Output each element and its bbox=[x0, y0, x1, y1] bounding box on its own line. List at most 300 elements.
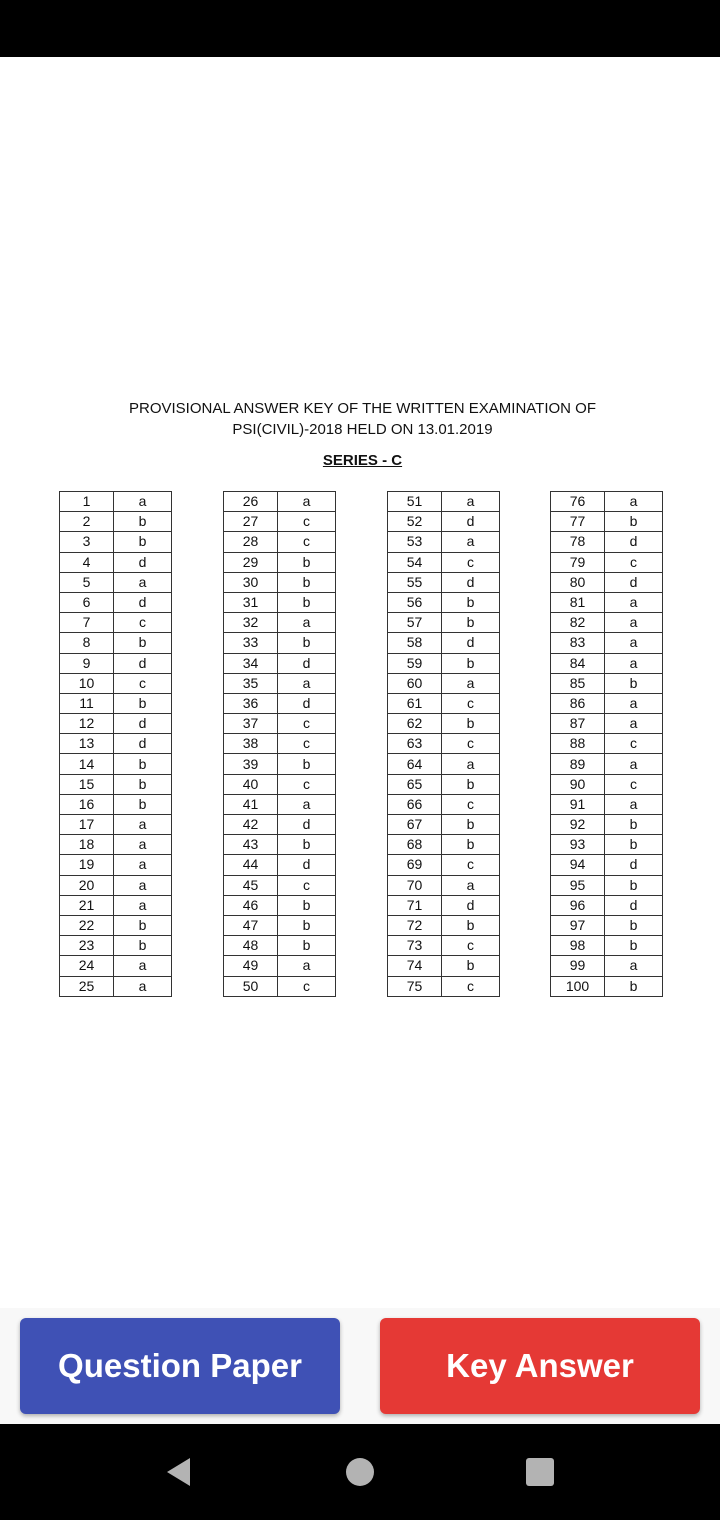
question-number: 88 bbox=[551, 734, 605, 754]
table-row bbox=[224, 794, 336, 814]
answer-option: b bbox=[114, 754, 172, 774]
table-row bbox=[60, 915, 172, 935]
answer-option: a bbox=[278, 794, 336, 814]
answer-option: d bbox=[442, 572, 500, 592]
answer-option: b bbox=[278, 835, 336, 855]
question-number: 58 bbox=[388, 633, 442, 653]
question-number: 73 bbox=[388, 936, 442, 956]
answer-option: d bbox=[278, 653, 336, 673]
table-row bbox=[388, 512, 500, 532]
table-row bbox=[224, 572, 336, 592]
table-row bbox=[224, 734, 336, 754]
answer-option: b bbox=[278, 552, 336, 572]
answer-option: b bbox=[114, 693, 172, 713]
answer-option: a bbox=[278, 956, 336, 976]
table-row bbox=[60, 653, 172, 673]
answer-option: b bbox=[605, 512, 663, 532]
question-number: 34 bbox=[224, 653, 278, 673]
table-row bbox=[224, 552, 336, 572]
table-row bbox=[224, 673, 336, 693]
table-row bbox=[551, 835, 663, 855]
series-label: SERIES - C bbox=[322, 452, 403, 469]
answer-option: c bbox=[278, 875, 336, 895]
answer-option: d bbox=[278, 815, 336, 835]
question-number: 11 bbox=[60, 693, 114, 713]
table-row bbox=[224, 714, 336, 734]
table-row bbox=[551, 532, 663, 552]
answer-option: b bbox=[605, 815, 663, 835]
question-number: 74 bbox=[388, 956, 442, 976]
table-row bbox=[388, 653, 500, 673]
answer-option: c bbox=[605, 774, 663, 794]
table-row bbox=[60, 492, 172, 512]
answer-option: b bbox=[278, 754, 336, 774]
question-number: 93 bbox=[551, 835, 605, 855]
answer-option: b bbox=[442, 915, 500, 935]
question-paper-button[interactable]: Question Paper bbox=[20, 1318, 340, 1414]
table-row bbox=[551, 915, 663, 935]
question-number: 50 bbox=[224, 976, 278, 996]
question-number: 37 bbox=[224, 714, 278, 734]
question-number: 57 bbox=[388, 613, 442, 633]
table-row bbox=[224, 754, 336, 774]
answer-option: a bbox=[605, 956, 663, 976]
table-row bbox=[388, 552, 500, 572]
table-row bbox=[551, 673, 663, 693]
answer-table-2 bbox=[223, 491, 336, 997]
question-number: 97 bbox=[551, 915, 605, 935]
question-number: 48 bbox=[224, 936, 278, 956]
answer-option: c bbox=[442, 693, 500, 713]
answer-option: b bbox=[605, 673, 663, 693]
answer-option: a bbox=[605, 653, 663, 673]
question-number: 29 bbox=[224, 552, 278, 572]
table-row bbox=[388, 532, 500, 552]
table-row bbox=[60, 592, 172, 612]
answer-option: a bbox=[114, 835, 172, 855]
table-row bbox=[60, 835, 172, 855]
question-number: 75 bbox=[388, 976, 442, 996]
answer-option: d bbox=[114, 714, 172, 734]
question-number: 71 bbox=[388, 895, 442, 915]
answer-option: b bbox=[605, 835, 663, 855]
table-row bbox=[224, 875, 336, 895]
question-number: 70 bbox=[388, 875, 442, 895]
table-row bbox=[388, 754, 500, 774]
answer-option: a bbox=[278, 613, 336, 633]
answer-option: b bbox=[442, 714, 500, 734]
answer-option: b bbox=[605, 875, 663, 895]
question-number: 62 bbox=[388, 714, 442, 734]
question-number: 17 bbox=[60, 815, 114, 835]
answer-option: a bbox=[278, 492, 336, 512]
key-answer-button[interactable]: Key Answer bbox=[380, 1318, 700, 1414]
answer-option: c bbox=[442, 734, 500, 754]
question-number: 13 bbox=[60, 734, 114, 754]
question-number: 30 bbox=[224, 572, 278, 592]
answer-option: a bbox=[605, 633, 663, 653]
question-number: 25 bbox=[60, 976, 114, 996]
question-number: 55 bbox=[388, 572, 442, 592]
table-row bbox=[60, 714, 172, 734]
table-row bbox=[551, 693, 663, 713]
table-row bbox=[224, 956, 336, 976]
recents-square-icon bbox=[523, 1455, 557, 1489]
answer-option: a bbox=[114, 855, 172, 875]
question-number: 49 bbox=[224, 956, 278, 976]
question-number: 56 bbox=[388, 592, 442, 612]
table-row bbox=[60, 754, 172, 774]
status-bar bbox=[0, 0, 720, 57]
answer-option: b bbox=[442, 956, 500, 976]
answer-option: c bbox=[278, 512, 336, 532]
table-row bbox=[388, 895, 500, 915]
table-row bbox=[60, 895, 172, 915]
answer-option: d bbox=[605, 855, 663, 875]
answer-option: c bbox=[278, 532, 336, 552]
home-circle-icon bbox=[343, 1455, 377, 1489]
question-number: 85 bbox=[551, 673, 605, 693]
answer-option: a bbox=[442, 532, 500, 552]
question-number: 40 bbox=[224, 774, 278, 794]
question-number: 18 bbox=[60, 835, 114, 855]
question-number: 96 bbox=[551, 895, 605, 915]
answer-option: b bbox=[114, 915, 172, 935]
table-row bbox=[551, 653, 663, 673]
answer-option: a bbox=[442, 492, 500, 512]
question-number: 52 bbox=[388, 512, 442, 532]
question-number: 68 bbox=[388, 835, 442, 855]
answer-option: d bbox=[442, 512, 500, 532]
answer-option: b bbox=[114, 532, 172, 552]
answer-option: a bbox=[114, 572, 172, 592]
table-row bbox=[60, 875, 172, 895]
answer-option: a bbox=[605, 693, 663, 713]
question-number: 83 bbox=[551, 633, 605, 653]
answer-option: b bbox=[442, 835, 500, 855]
answer-option: c bbox=[442, 855, 500, 875]
question-number: 91 bbox=[551, 794, 605, 814]
question-number: 21 bbox=[60, 895, 114, 915]
question-number: 3 bbox=[60, 532, 114, 552]
table-row bbox=[224, 532, 336, 552]
question-number: 24 bbox=[60, 956, 114, 976]
answer-option: b bbox=[278, 572, 336, 592]
table-row bbox=[551, 754, 663, 774]
question-number: 80 bbox=[551, 572, 605, 592]
recents-button[interactable] bbox=[516, 1448, 564, 1496]
answer-option: a bbox=[605, 492, 663, 512]
table-row bbox=[388, 794, 500, 814]
answer-option: d bbox=[442, 895, 500, 915]
question-number: 64 bbox=[388, 754, 442, 774]
table-row bbox=[60, 512, 172, 532]
question-number: 100 bbox=[551, 976, 605, 996]
question-number: 78 bbox=[551, 532, 605, 552]
question-number: 27 bbox=[224, 512, 278, 532]
table-row bbox=[551, 976, 663, 996]
question-number: 53 bbox=[388, 532, 442, 552]
question-number: 14 bbox=[60, 754, 114, 774]
answer-option: b bbox=[278, 633, 336, 653]
table-row bbox=[60, 855, 172, 875]
question-number: 99 bbox=[551, 956, 605, 976]
answer-option: c bbox=[278, 734, 336, 754]
question-number: 94 bbox=[551, 855, 605, 875]
question-number: 66 bbox=[388, 794, 442, 814]
table-row bbox=[224, 774, 336, 794]
answer-option: a bbox=[114, 875, 172, 895]
table-row bbox=[551, 774, 663, 794]
table-row bbox=[388, 835, 500, 855]
table-row bbox=[551, 633, 663, 653]
question-number: 47 bbox=[224, 915, 278, 935]
table-row bbox=[388, 815, 500, 835]
table-row bbox=[551, 855, 663, 875]
question-number: 92 bbox=[551, 815, 605, 835]
question-number: 76 bbox=[551, 492, 605, 512]
table-row bbox=[388, 976, 500, 996]
table-row bbox=[551, 895, 663, 915]
question-number: 43 bbox=[224, 835, 278, 855]
answer-option: c bbox=[442, 976, 500, 996]
answer-option: b bbox=[605, 976, 663, 996]
answer-option: b bbox=[114, 794, 172, 814]
question-number: 69 bbox=[388, 855, 442, 875]
table-row bbox=[388, 492, 500, 512]
question-number: 86 bbox=[551, 693, 605, 713]
question-number: 46 bbox=[224, 895, 278, 915]
table-row bbox=[224, 815, 336, 835]
question-number: 26 bbox=[224, 492, 278, 512]
table-row bbox=[388, 673, 500, 693]
table-row bbox=[388, 693, 500, 713]
question-number: 36 bbox=[224, 693, 278, 713]
table-row bbox=[551, 552, 663, 572]
answer-option: c bbox=[442, 552, 500, 572]
answer-option: a bbox=[605, 613, 663, 633]
answer-option: c bbox=[605, 734, 663, 754]
answer-option: a bbox=[114, 976, 172, 996]
answer-option: c bbox=[114, 613, 172, 633]
question-number: 2 bbox=[60, 512, 114, 532]
answer-option: c bbox=[114, 673, 172, 693]
document-title bbox=[60, 398, 665, 440]
table-row bbox=[224, 915, 336, 935]
question-number: 89 bbox=[551, 754, 605, 774]
answer-option: a bbox=[442, 875, 500, 895]
question-number: 8 bbox=[60, 633, 114, 653]
answer-option: b bbox=[114, 774, 172, 794]
question-number: 42 bbox=[224, 815, 278, 835]
table-row bbox=[60, 532, 172, 552]
table-row bbox=[388, 936, 500, 956]
question-number: 59 bbox=[388, 653, 442, 673]
table-row bbox=[60, 673, 172, 693]
table-row bbox=[388, 613, 500, 633]
answer-table-1 bbox=[59, 491, 172, 997]
answer-option: b bbox=[114, 512, 172, 532]
table-row bbox=[551, 936, 663, 956]
question-number: 12 bbox=[60, 714, 114, 734]
answer-option: a bbox=[605, 592, 663, 612]
table-row bbox=[224, 492, 336, 512]
answer-option: a bbox=[605, 714, 663, 734]
question-number: 33 bbox=[224, 633, 278, 653]
question-number: 60 bbox=[388, 673, 442, 693]
question-number: 9 bbox=[60, 653, 114, 673]
answer-option: d bbox=[605, 572, 663, 592]
table-row bbox=[551, 734, 663, 754]
question-number: 63 bbox=[388, 734, 442, 754]
answer-option: c bbox=[605, 552, 663, 572]
table-row bbox=[224, 512, 336, 532]
table-row bbox=[60, 794, 172, 814]
question-number: 77 bbox=[551, 512, 605, 532]
table-row bbox=[388, 855, 500, 875]
answer-option: a bbox=[442, 673, 500, 693]
question-number: 65 bbox=[388, 774, 442, 794]
home-button[interactable] bbox=[336, 1448, 384, 1496]
question-number: 28 bbox=[224, 532, 278, 552]
question-number: 54 bbox=[388, 552, 442, 572]
question-number: 35 bbox=[224, 673, 278, 693]
table-row bbox=[551, 512, 663, 532]
table-row bbox=[388, 592, 500, 612]
question-number: 6 bbox=[60, 592, 114, 612]
table-row bbox=[224, 592, 336, 612]
question-number: 44 bbox=[224, 855, 278, 875]
table-row bbox=[60, 815, 172, 835]
answer-option: b bbox=[114, 936, 172, 956]
question-number: 20 bbox=[60, 875, 114, 895]
answer-option: a bbox=[442, 754, 500, 774]
question-number: 1 bbox=[60, 492, 114, 512]
table-row bbox=[224, 976, 336, 996]
table-row bbox=[551, 572, 663, 592]
question-number: 87 bbox=[551, 714, 605, 734]
question-number: 22 bbox=[60, 915, 114, 935]
question-number: 10 bbox=[60, 673, 114, 693]
question-number: 95 bbox=[551, 875, 605, 895]
table-row bbox=[388, 734, 500, 754]
answer-option: d bbox=[442, 633, 500, 653]
back-button[interactable] bbox=[155, 1448, 203, 1496]
answer-option: c bbox=[442, 794, 500, 814]
question-number: 31 bbox=[224, 592, 278, 612]
answer-option: c bbox=[278, 976, 336, 996]
question-number: 81 bbox=[551, 592, 605, 612]
question-number: 79 bbox=[551, 552, 605, 572]
table-row bbox=[60, 976, 172, 996]
answer-option: c bbox=[442, 936, 500, 956]
table-row bbox=[388, 633, 500, 653]
table-row bbox=[388, 714, 500, 734]
answer-option: a bbox=[114, 956, 172, 976]
question-number: 45 bbox=[224, 875, 278, 895]
table-row bbox=[224, 633, 336, 653]
table-row bbox=[60, 613, 172, 633]
table-row bbox=[60, 936, 172, 956]
question-number: 90 bbox=[551, 774, 605, 794]
question-number: 41 bbox=[224, 794, 278, 814]
answer-option: a bbox=[605, 754, 663, 774]
answer-option: b bbox=[442, 653, 500, 673]
table-row bbox=[60, 572, 172, 592]
question-number: 7 bbox=[60, 613, 114, 633]
table-row bbox=[224, 653, 336, 673]
table-row bbox=[388, 875, 500, 895]
table-row bbox=[551, 815, 663, 835]
document-title-line-2: PSI(CIVIL)-2018 HELD ON 13.01.2019 bbox=[232, 421, 493, 438]
table-row bbox=[551, 714, 663, 734]
table-row bbox=[60, 956, 172, 976]
table-row bbox=[551, 613, 663, 633]
question-number: 84 bbox=[551, 653, 605, 673]
answer-option: b bbox=[605, 936, 663, 956]
answer-option: a bbox=[114, 815, 172, 835]
table-row bbox=[224, 693, 336, 713]
table-row bbox=[551, 592, 663, 612]
answer-option: b bbox=[442, 613, 500, 633]
question-number: 67 bbox=[388, 815, 442, 835]
answer-option: b bbox=[442, 774, 500, 794]
question-number: 4 bbox=[60, 552, 114, 572]
answer-option: d bbox=[278, 855, 336, 875]
question-number: 39 bbox=[224, 754, 278, 774]
answer-option: d bbox=[114, 734, 172, 754]
table-row bbox=[551, 492, 663, 512]
question-number: 82 bbox=[551, 613, 605, 633]
table-row bbox=[60, 734, 172, 754]
question-number: 72 bbox=[388, 915, 442, 935]
table-row bbox=[551, 794, 663, 814]
answer-option: b bbox=[278, 936, 336, 956]
table-row bbox=[224, 613, 336, 633]
question-number: 61 bbox=[388, 693, 442, 713]
answer-option: d bbox=[114, 552, 172, 572]
table-row bbox=[60, 552, 172, 572]
table-row bbox=[60, 693, 172, 713]
answer-option: b bbox=[605, 915, 663, 935]
table-row bbox=[224, 936, 336, 956]
question-number: 23 bbox=[60, 936, 114, 956]
table-row bbox=[224, 835, 336, 855]
answer-option: d bbox=[605, 532, 663, 552]
answer-option: b bbox=[278, 592, 336, 612]
question-number: 16 bbox=[60, 794, 114, 814]
answer-table-4 bbox=[550, 491, 663, 997]
back-triangle-icon bbox=[162, 1455, 196, 1489]
answer-option: d bbox=[278, 693, 336, 713]
answer-option: a bbox=[605, 794, 663, 814]
question-number: 15 bbox=[60, 774, 114, 794]
document-title-line-1: PROVISIONAL ANSWER KEY OF THE WRITTEN EXAMINATION OF bbox=[128, 400, 596, 417]
table-row bbox=[388, 956, 500, 976]
table-row bbox=[60, 774, 172, 794]
question-number: 98 bbox=[551, 936, 605, 956]
question-number: 38 bbox=[224, 734, 278, 754]
answer-option: b bbox=[442, 592, 500, 612]
table-row bbox=[388, 774, 500, 794]
answer-option: b bbox=[278, 915, 336, 935]
question-number: 51 bbox=[388, 492, 442, 512]
answer-option: b bbox=[442, 815, 500, 835]
table-row bbox=[388, 572, 500, 592]
question-number: 32 bbox=[224, 613, 278, 633]
answer-table-3 bbox=[387, 491, 500, 997]
table-row bbox=[551, 875, 663, 895]
